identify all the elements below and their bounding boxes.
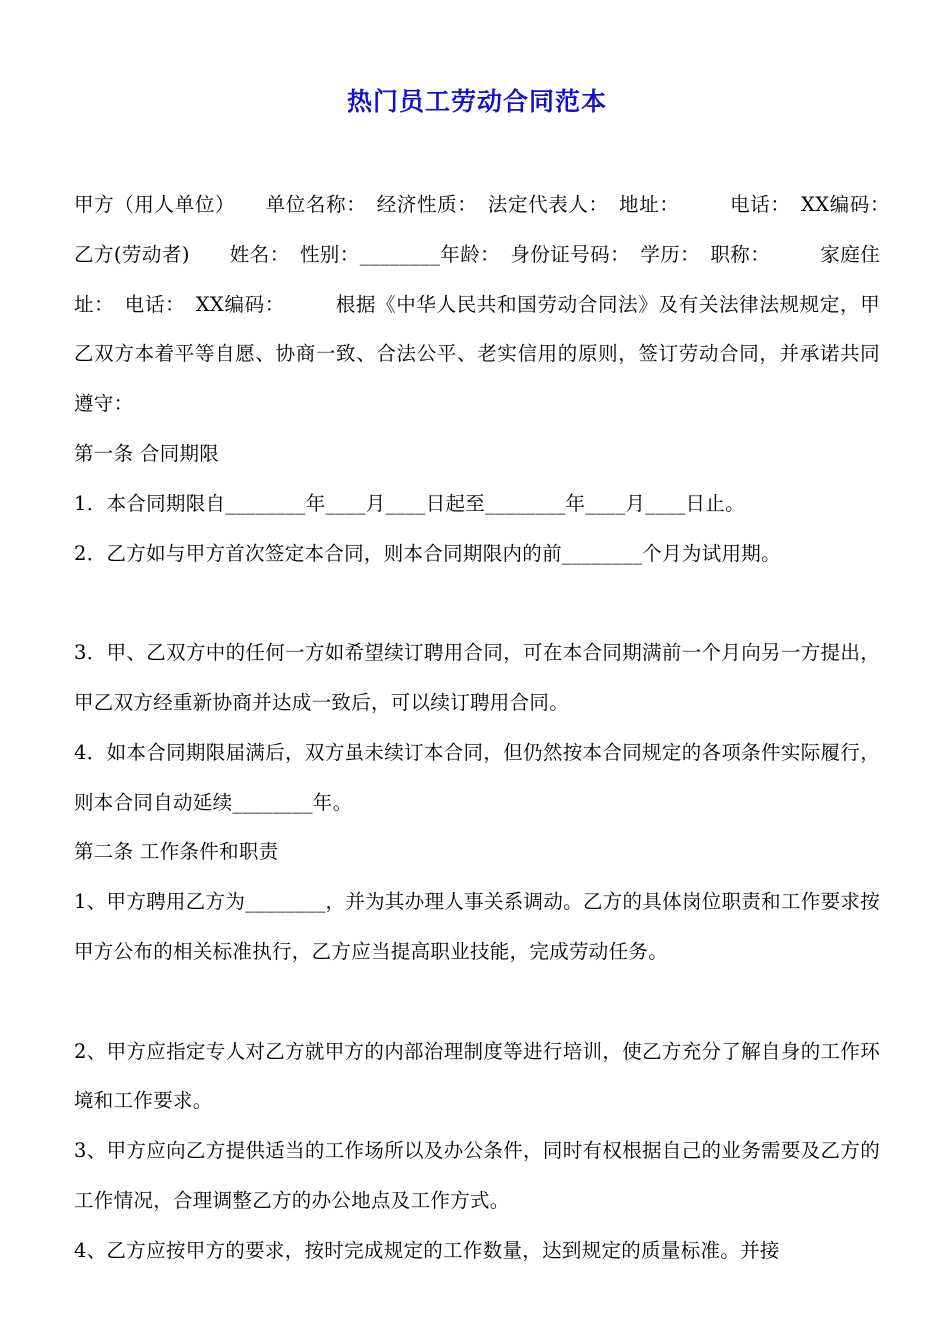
article-2-item-4: 4、乙方应按甲方的要求，按时完成规定的工作数量，达到规定的质量标准。并接 bbox=[74, 1238, 780, 1262]
article-1-item-1: 1．本合同期限自________年____月____日起至________年____月____日止。 bbox=[74, 491, 745, 515]
article-2-heading: 第二条 工作条件和职责 bbox=[74, 840, 279, 864]
article-1-heading: 第一条 合同期限 bbox=[74, 441, 220, 465]
article-2-item-1: 1、甲方聘用乙方为________，并为其办理人事关系调动。乙方的具体岗位职责和工作要求按甲方公布的相关标准执行，乙方应当提高职业技能，完成劳动任务。 bbox=[74, 890, 880, 963]
article-1-item-2: 2．乙方如与甲方首次签定本合同，则本合同期限内的前________个月为试用期。 bbox=[74, 541, 781, 565]
article-2-item-2: 2、甲方应指定专人对乙方就甲方的内部治理制度等进行培训，使乙方充分了解自身的工作环境和工作要求。 bbox=[74, 1039, 880, 1113]
article-2-item-3: 3、甲方应向乙方提供适当的工作场所以及办公条件，同时有权根据自己的业务需要及乙方的工作情况，合理调整乙方的办公地点及工作方式。 bbox=[74, 1139, 880, 1212]
document-title: 热门员工劳动合同范本 bbox=[346, 87, 607, 116]
article-1-item-4: 4．如本合同期限届满后，双方虽未续订本合同，但仍然按本合同规定的各项条件实际履行，则本合同自动延续________年。 bbox=[74, 740, 880, 814]
paragraph-spacer bbox=[74, 578, 880, 628]
paragraph-spacer bbox=[74, 977, 880, 1027]
intro-paragraph: 甲方（用人单位） 单位名称： 经济性质： 法定代表人： 地址： 电话： XX编码： 乙方(劳动者) 姓名： 性别：________年龄： 身份证号码： 学历： 职称： 家庭住址： 电话： XX编码： 根据《中华人民共和国劳动合同法》及有关法律法规规定，甲乙双方本着平等自愿、协商一致、合法公平、老实信用的原则，签订劳动合同，并承诺共同遵守： bbox=[74, 193, 940, 416]
article-1-item-3: 3．甲、乙双方中的任何一方如希望续订聘用合同，可在本合同期满前一个月向另一方提出，甲乙双方经重新协商并达成一致后，可以续订聘用合同。 bbox=[74, 641, 880, 714]
document-body bbox=[74, 180, 940, 1276]
